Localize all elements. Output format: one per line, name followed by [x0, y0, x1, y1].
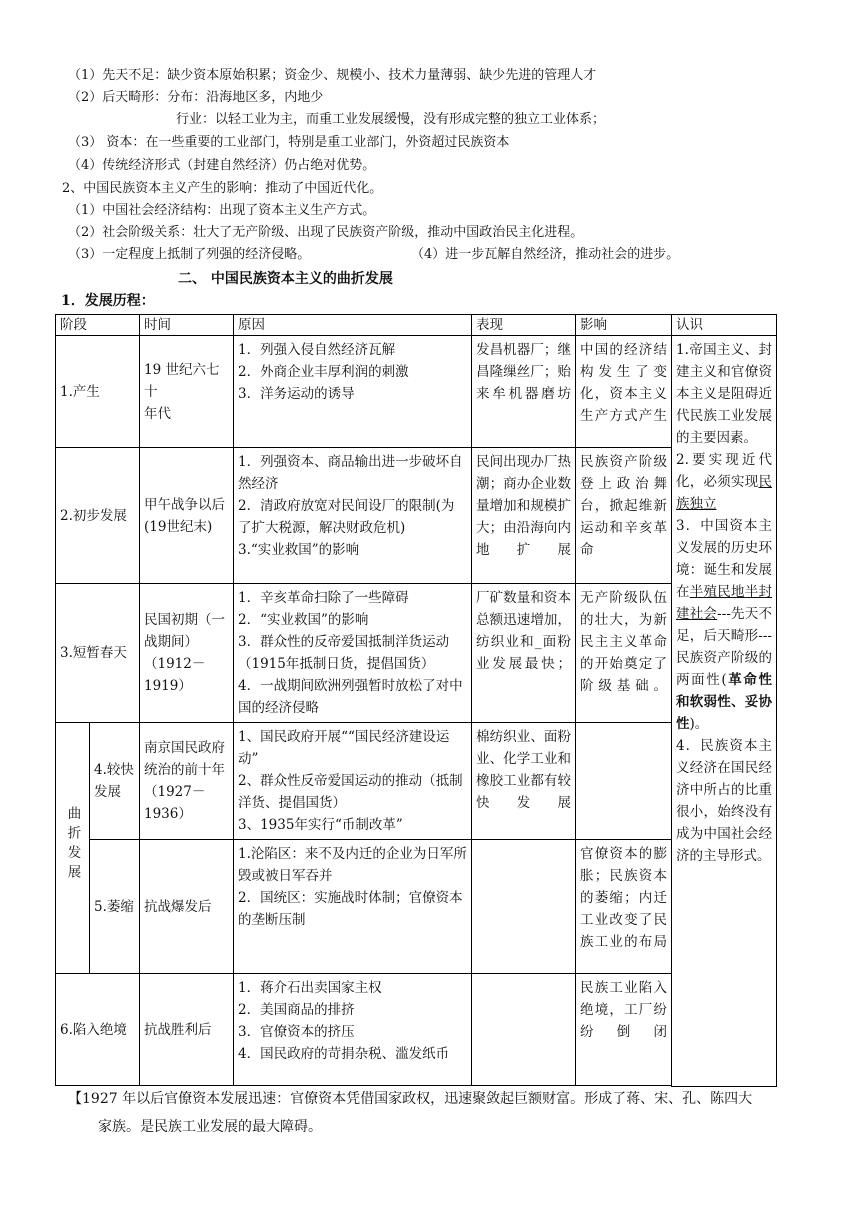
reason-item: 1．蒋介石出卖国家主权: [238, 980, 382, 996]
row4-time: 南京国民政府统治的前十年（1927－1936）: [140, 723, 234, 840]
recognition-p2a: 2.要实现近代化，必须实现: [676, 452, 772, 490]
intro-line-2: （2）后天畸形：分布：沿海地区多，内地少: [68, 90, 324, 105]
intro-line-4: （3） 资本：在一些重要的工业部门，特别是重工业部门，外资超过民族资本: [68, 135, 510, 150]
row2-reasons: [234, 448, 472, 584]
header-recognition: 认识: [672, 315, 777, 336]
row4-reasons: [234, 723, 472, 840]
header-impact: 影响: [576, 315, 672, 336]
row1-stage: 1.产生: [56, 336, 140, 448]
reason-item: 1．列强入侵自然经济瓦解: [238, 342, 396, 358]
recognition-p3a: 3．中国资本主义发展的历史环境：诞生和发展在: [676, 518, 772, 600]
reason-item: 2、群众性反帝爱国运动的推动（抵制洋货、提倡国货）: [238, 773, 463, 811]
row5-impact: 官僚资本的膨胀；民族资本的萎缩；内迁工业改变了民族工业的布局: [576, 840, 672, 974]
row3-impact: 无产阶级队伍的壮大，为新民主主义革命的开始奠定了阶级基础。: [576, 584, 672, 723]
bottom-note-line-1: 【1927 年以后官僚资本发展迅速：官僚资本凭借国家政权，迅速聚敛起巨额财富。形成了蒋、宋、孔、陈四大: [68, 1091, 753, 1107]
row4-impact: [576, 723, 672, 840]
recognition-p3b: 半殖民地半封建社会: [676, 584, 772, 622]
row2-time: 甲午战争以后(19世纪末): [140, 448, 234, 584]
reason-item: 3．洋务运动的诱导: [238, 386, 355, 402]
group-label: [56, 723, 90, 974]
intro-line-1: （1）先天不足：缺少资本原始积累；资金少、规模小、技术力量薄弱、缺少先进的管理人才: [68, 68, 597, 83]
row4-performance: 棉纺织业、面粉业、化学工业和橡胶工业都有较快发展: [472, 723, 576, 840]
row5-stage: 5.萎缩: [90, 840, 140, 974]
reason-item: 3．群众性的反帝爱国抵制洋货运动（1915年抵制日货，提倡国货）: [238, 634, 450, 672]
section-title: 二、 中国民族资本主义的曲折发展: [178, 271, 393, 287]
row3-time: 民国初期（一战期间）（1912－1919）: [140, 584, 234, 723]
intro-line-9: （3）一定程度上抵制了列强的经济侵略。: [68, 247, 311, 262]
reason-item: 1．辛亥革命扫除了一些障碍: [238, 590, 409, 606]
row6-impact: 民族工业陷入绝境，工厂纷纷倒闭: [576, 974, 672, 1086]
recognition-p2b: 民族独立: [676, 474, 772, 512]
bottom-note-line-2: 家族。是民族工业发展的最大障碍。: [98, 1119, 322, 1135]
header-performance: 表现: [472, 315, 576, 336]
intro-line-5: （4）传统经济形式（封建自然经济）仍占绝对优势。: [68, 158, 376, 173]
row5-reasons: [234, 840, 472, 974]
row6-stage: 6.陷入绝境: [56, 974, 140, 1086]
header-reason: 原因: [234, 315, 472, 336]
row1-impact: 中国的经济结构发生了变化，资本主义生产方式产生: [576, 336, 672, 448]
intro-line-3: 行业：以轻工业为主，而重工业发展缓慢，没有形成完整的独立工业体系；: [176, 112, 606, 127]
reason-item: 4．国民政府的苛捐杂税、滥发纸币: [238, 1046, 450, 1062]
reason-item: 1．列强资本、商品输出进一步破坏自然经济: [238, 454, 463, 492]
row1-reasons: [234, 336, 472, 448]
row3-performance: 厂矿数量和资本总额迅速增加，纺织业和_面粉业发展最快；: [472, 584, 576, 723]
reason-item: 2．“实业救国”的影响: [238, 612, 369, 628]
recognition-p3d: 革命性和软弱性、妥协性: [676, 672, 772, 732]
row1-performance: 发昌机器厂；继昌隆缫丝厂；贻来牟机器磨坊: [472, 336, 576, 448]
recognition-p4: 4．民族资本主义经济在国民经济中所占的比重很小，始终没有成为中国社会经济的主导形式。: [676, 738, 772, 864]
row2-performance: 民间出现办厂热潮；商办企业数量增加和规模扩大；由沿海向内地扩展: [472, 448, 576, 584]
bottom-note: [68, 1085, 808, 1141]
recognition-p3c: ---先天不足，后天畸形---民族资产阶级的两面性(: [676, 606, 772, 688]
reason-item: 1.沦陷区：来不及内迁的企业为日军所毁或被日军吞并: [238, 846, 467, 884]
intro-line-10: （4）进一步瓦解自然经济，推动社会的进步。: [411, 247, 680, 262]
reason-item: 2．美国商品的排挤: [238, 1002, 355, 1018]
row1-time: 19 世纪六七十 年代: [140, 336, 234, 448]
intro-line-7: （1）中国社会经济结构：出现了资本主义生产方式。: [68, 203, 376, 218]
group-label-text: 曲折发展: [64, 805, 81, 884]
row3-stage: 3.短暂春天: [56, 584, 140, 723]
reason-item: 3．官僚资本的挤压: [238, 1024, 355, 1040]
row5-time: 抗战爆发后: [140, 840, 234, 974]
row4-stage: 4.较快发展: [90, 723, 140, 840]
row6-reasons: [234, 974, 472, 1086]
reason-item: 3、1935年实行“币制改革”: [238, 817, 403, 833]
subheading: 1．发展历程：: [61, 293, 155, 309]
reason-item: 2．清政府放宽对民间设厂的限制(为了扩大税源，解决财政危机): [238, 498, 455, 536]
header-time: 时间: [140, 315, 234, 336]
reason-item: 2．外商企业丰厚利润的刺激: [238, 364, 409, 380]
header-stage: 阶段: [56, 315, 140, 336]
row2-stage: 2.初步发展: [56, 448, 140, 584]
reason-item: 4．一战期间欧洲列强暂时放松了对中国的经济侵略: [238, 678, 463, 716]
reason-item: 1、国民政府开展““国民经济建设运动”: [238, 729, 450, 767]
row6-time: 抗战胜利后: [140, 974, 234, 1086]
reason-item: 2．国统区：实施战时体制；官僚资本的垄断压制: [238, 890, 463, 928]
intro-line-6: 2、中国民族资本主义产生的影响：推动了中国近代化。: [62, 181, 383, 196]
reason-item: 3.“实业救国”的影响: [238, 542, 360, 558]
recognition-cell: [672, 336, 777, 1087]
row5-performance: [472, 840, 576, 974]
recognition-p1: 1.帝国主义、封建主义和官僚资本主义是阻碍近代民族工业发展的主要因素。: [676, 342, 772, 446]
development-table: [55, 314, 777, 1087]
intro-line-8: （2）社会阶级关系：壮大了无产阶级、出现了民族资产阶级，推动中国政治民主化进程。: [68, 225, 584, 240]
recognition-p3e: )。: [689, 716, 709, 732]
row3-reasons: [234, 584, 472, 723]
row2-impact: 民族资产阶级登上政治舞台，掀起维新运动和辛亥革命: [576, 448, 672, 584]
row6-performance: [472, 974, 576, 1086]
